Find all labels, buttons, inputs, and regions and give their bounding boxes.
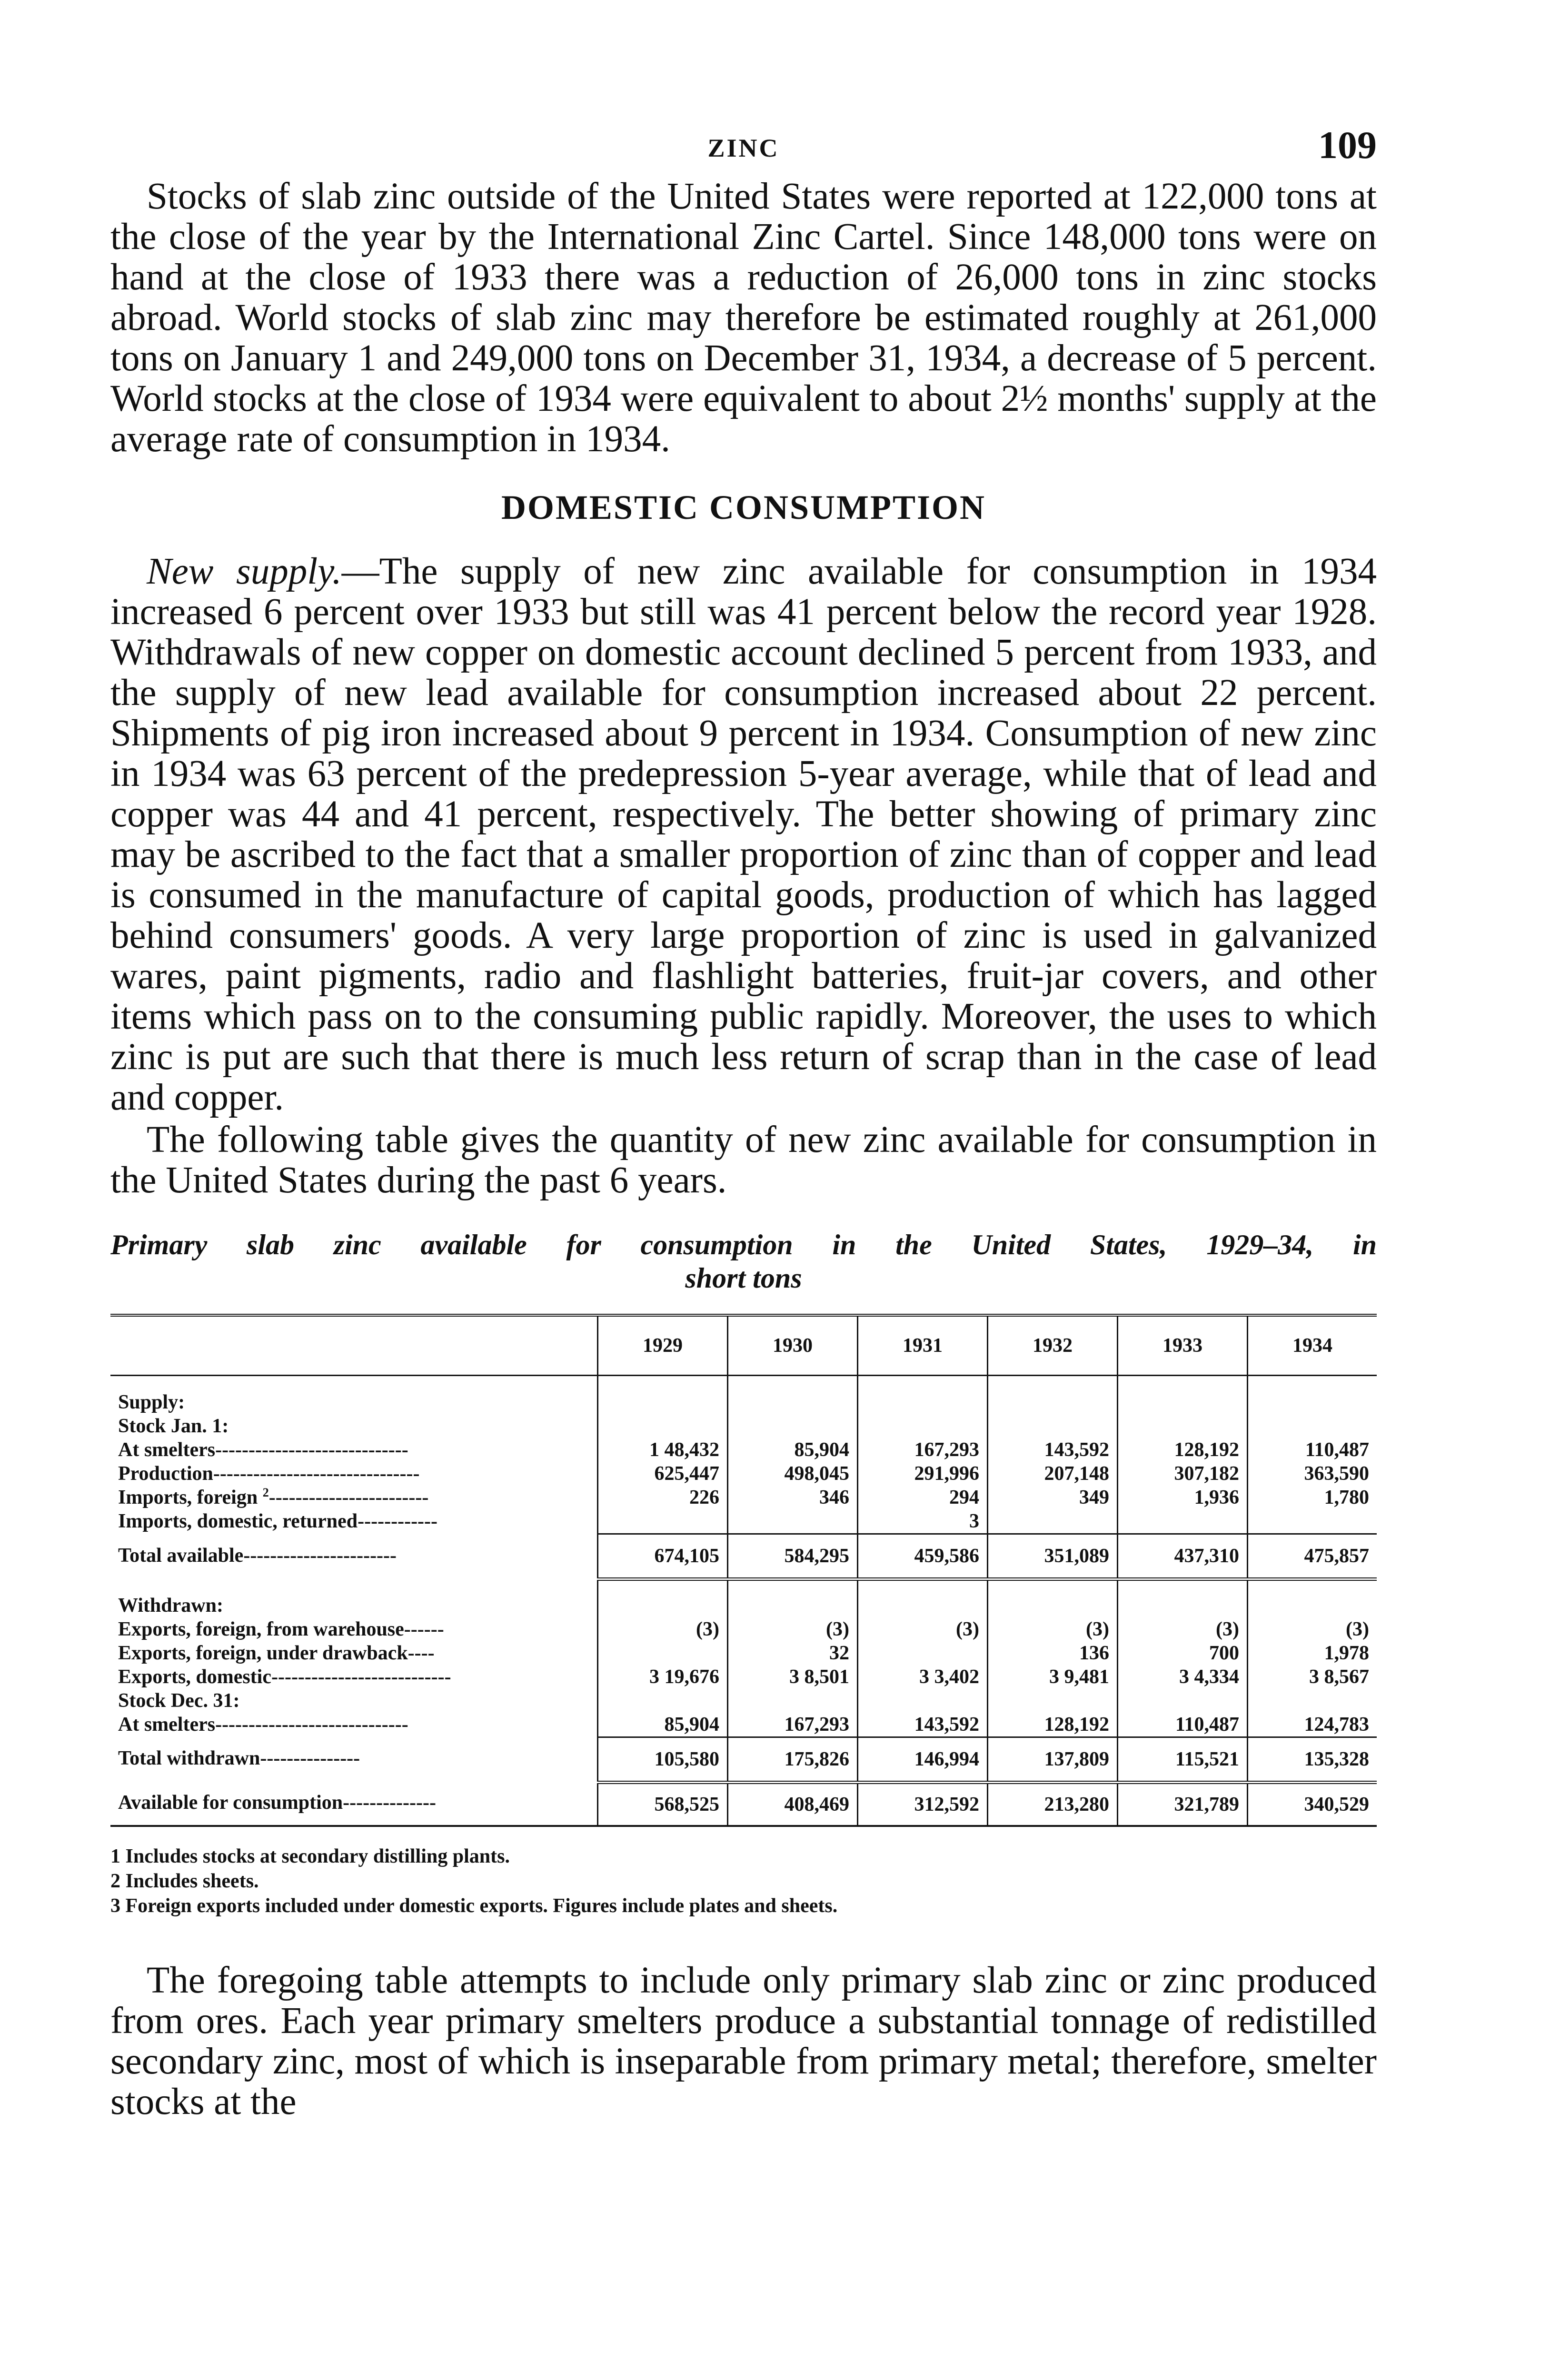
- table-cell: 128,192: [1118, 1438, 1248, 1462]
- table-cell: 124,783: [1248, 1713, 1377, 1737]
- year-header: 1930: [728, 1315, 858, 1376]
- table-row: [110, 1713, 1377, 1737]
- year-header: 1934: [1248, 1315, 1377, 1376]
- row-label: Exports, foreign, from warehouse------: [118, 1618, 444, 1640]
- table-cell: 115,521: [1118, 1737, 1248, 1782]
- year-header: 1931: [858, 1315, 988, 1376]
- page: [110, 114, 1377, 2122]
- table-cell: [1118, 1509, 1248, 1534]
- table-cell: 568,525: [598, 1782, 728, 1826]
- table-cell: 167,293: [858, 1438, 988, 1462]
- table-cell: 213,280: [988, 1782, 1118, 1826]
- table-cell: 584,295: [728, 1534, 858, 1579]
- table-cell: 175,826: [728, 1737, 858, 1782]
- year-header: 1929: [598, 1315, 728, 1376]
- table-cell: 105,580: [598, 1737, 728, 1782]
- table-cell: 475,857: [1248, 1534, 1377, 1579]
- new-supply-paragraph: [110, 551, 1377, 1118]
- table-row: [110, 1486, 1377, 1509]
- table-row: [110, 1737, 1377, 1782]
- table-cell: 312,592: [858, 1782, 988, 1826]
- table-cell: 110,487: [1118, 1713, 1248, 1737]
- year-header: 1932: [988, 1315, 1118, 1376]
- table-cell: 3 8,567: [1248, 1665, 1377, 1689]
- table-cell: 167,293: [728, 1713, 858, 1737]
- table-row: [110, 1376, 1377, 1415]
- table-cell: (3): [1248, 1617, 1377, 1641]
- table-cell: 1,780: [1248, 1486, 1377, 1509]
- table-cell: 437,310: [1118, 1534, 1248, 1579]
- table-row: [110, 1665, 1377, 1689]
- zinc-table: [110, 1314, 1377, 1827]
- table-row: [110, 1641, 1377, 1665]
- row-label: At smelters-----------------------------: [118, 1439, 408, 1461]
- table-cell: 3 3,402: [858, 1665, 988, 1689]
- table-cell: (3): [988, 1617, 1118, 1641]
- supply-label: Supply:: [118, 1391, 185, 1413]
- table-row: [110, 1438, 1377, 1462]
- table-row: [110, 1509, 1377, 1534]
- stock-jan-label: Stock Jan. 1:: [118, 1415, 229, 1437]
- table-cell: 3 9,481: [988, 1665, 1118, 1689]
- table-cell: 1,936: [1118, 1486, 1248, 1509]
- table-cell: 1 48,432: [598, 1438, 728, 1462]
- footnote: 2 Includes sheets.: [110, 1870, 259, 1892]
- table-cell: 408,469: [728, 1782, 858, 1826]
- page-number: 109: [1318, 123, 1377, 167]
- table-cell: 85,904: [728, 1438, 858, 1462]
- table-cell: (3): [598, 1617, 728, 1641]
- closing-paragraph: The foregoing table attempts to include only primary slab zinc or zinc produced from ores. Each year primary smelters produce a substantial tonnage of redistilled secondary zinc, most of which is inseparable from primary metal; therefore, smelter stocks at the: [110, 1959, 1377, 2122]
- table-intro-paragraph: The following table gives the quantity of new zinc available for consumption in the United States during the past 6 years.: [110, 1119, 1377, 1201]
- table-caption-line2: short tons: [685, 1262, 802, 1294]
- stock-dec-label: Stock Dec. 31:: [118, 1689, 240, 1712]
- table-cell: 143,592: [858, 1713, 988, 1737]
- section-heading: DOMESTIC CONSUMPTION: [501, 488, 986, 526]
- table-footnotes: [110, 1844, 1377, 1918]
- table-cell: 349: [988, 1486, 1118, 1509]
- table-cell: [1248, 1509, 1377, 1534]
- table-cell: [988, 1509, 1118, 1534]
- table-cell: 137,809: [988, 1737, 1118, 1782]
- table-cell: 351,089: [988, 1534, 1118, 1579]
- table-cell: 3: [858, 1509, 988, 1534]
- footnote: 3 Foreign exports included under domestic exports. Figures include plates and sheets.: [110, 1894, 838, 1917]
- new-supply-text: —The supply of new zinc available for consumption in 1934 increased 6 percent over 1933 but still was 41 percent below the record year 1928. Withdrawals of new copper on domestic account declined 5 percent from 1933, and the supply of new lead available for consumption increased about 22 percent. Shipments of pig iron increased about 9 percent in 1934. Consumption of new zinc in 1934 was 63 percent of the predepression 5-year average, while that of lead and copper was 44 and 41 percent, respectively. The better showing of primary zinc may be ascribed to the fact that a smaller proportion of zinc than of copper and lead is consumed in the manufacture of capital goods, production of which has lagged behind consumers' goods. A very large proportion of zinc is used in galvanized wares, paint pigments, radio and flashlight batteries, fruit-jar covers, and other items which pass on to the consuming public rapidly. Moreover, the uses to which zinc is put are such that there is much less return of scrap than in the case of lead and copper.: [110, 551, 1377, 1118]
- table-cell: 143,592: [988, 1438, 1118, 1462]
- table-caption: [110, 1228, 1377, 1295]
- table-caption-line1: Primary slab zinc available for consumption in the United States, 1929–34, in: [110, 1229, 1377, 1260]
- running-head: [110, 114, 1377, 176]
- table-cell: [598, 1509, 728, 1534]
- year-header: 1933: [1118, 1315, 1248, 1376]
- table-cell: 146,994: [858, 1737, 988, 1782]
- row-label: Total withdrawn---------------: [118, 1747, 360, 1769]
- table-cell: 3 4,334: [1118, 1665, 1248, 1689]
- table-cell: 110,487: [1248, 1438, 1377, 1462]
- running-head-title: ZINC: [707, 134, 780, 162]
- table-cell: 135,328: [1248, 1737, 1377, 1782]
- table-cell: [598, 1641, 728, 1665]
- table-cell: 459,586: [858, 1534, 988, 1579]
- table-row: [110, 1462, 1377, 1486]
- table-cell: 291,996: [858, 1462, 988, 1486]
- table-row: [110, 1617, 1377, 1641]
- table-row: [110, 1414, 1377, 1438]
- row-label: Exports, domestic---------------------------: [118, 1666, 451, 1688]
- table-cell: 700: [1118, 1641, 1248, 1665]
- table-cell: 1,978: [1248, 1641, 1377, 1665]
- table-cell: 3 19,676: [598, 1665, 728, 1689]
- stub-header: [110, 1315, 598, 1376]
- table-cell: 307,182: [1118, 1462, 1248, 1486]
- table-row: [110, 1534, 1377, 1579]
- row-label: Imports, domestic, returned------------: [118, 1510, 438, 1532]
- table-row: [110, 1689, 1377, 1713]
- table-cell: 340,529: [1248, 1782, 1377, 1826]
- row-label: Production-------------------------------: [118, 1463, 420, 1485]
- new-supply-runin: New supply.: [147, 551, 342, 592]
- table-cell: 346: [728, 1486, 858, 1509]
- table-cell: 498,045: [728, 1462, 858, 1486]
- table-cell: 226: [598, 1486, 728, 1509]
- table-row: [110, 1782, 1377, 1826]
- table-cell: 136: [988, 1641, 1118, 1665]
- table-cell: (3): [858, 1617, 988, 1641]
- table-cell: 625,447: [598, 1462, 728, 1486]
- row-label: Total available-----------------------: [118, 1544, 397, 1567]
- withdrawn-label: Withdrawn:: [118, 1594, 223, 1616]
- row-label: Exports, foreign, under drawback----: [118, 1642, 435, 1664]
- table-cell: [858, 1641, 988, 1665]
- table-cell: 674,105: [598, 1534, 728, 1579]
- table-cell: [728, 1509, 858, 1534]
- table-cell: 32: [728, 1641, 858, 1665]
- intro-paragraph: Stocks of slab zinc outside of the United States were reported at 122,000 tons at the close of the year by the International Zinc Cartel. Since 148,000 tons were on hand at the close of 1933 there was a reduction of 26,000 tons in zinc stocks abroad. World stocks of slab zinc may therefore be estimated roughly at 261,000 tons on January 1 and 249,000 tons on December 31, 1934, a decrease of 5 percent. World stocks at the close of 1934 were equivalent to about 2½ months' supply at the average rate of consumption in 1934.: [110, 176, 1377, 460]
- row-label: At smelters-----------------------------: [118, 1713, 408, 1735]
- row-label: Imports, foreign $^2$------------------------: [118, 1486, 429, 1508]
- table-header-row: [110, 1315, 1377, 1376]
- table-cell: 128,192: [988, 1713, 1118, 1737]
- table-cell: 363,590: [1248, 1462, 1377, 1486]
- table-cell: 3 8,501: [728, 1665, 858, 1689]
- table-row: [110, 1579, 1377, 1617]
- row-label: Available for consumption--------------: [110, 1782, 598, 1826]
- table-cell: 207,148: [988, 1462, 1118, 1486]
- table-cell: (3): [728, 1617, 858, 1641]
- footnote: 1 Includes stocks at secondary distilling plants.: [110, 1845, 510, 1867]
- table-cell: (3): [1118, 1617, 1248, 1641]
- table-cell: 321,789: [1118, 1782, 1248, 1826]
- table-cell: 294: [858, 1486, 988, 1509]
- table-cell: 85,904: [598, 1713, 728, 1737]
